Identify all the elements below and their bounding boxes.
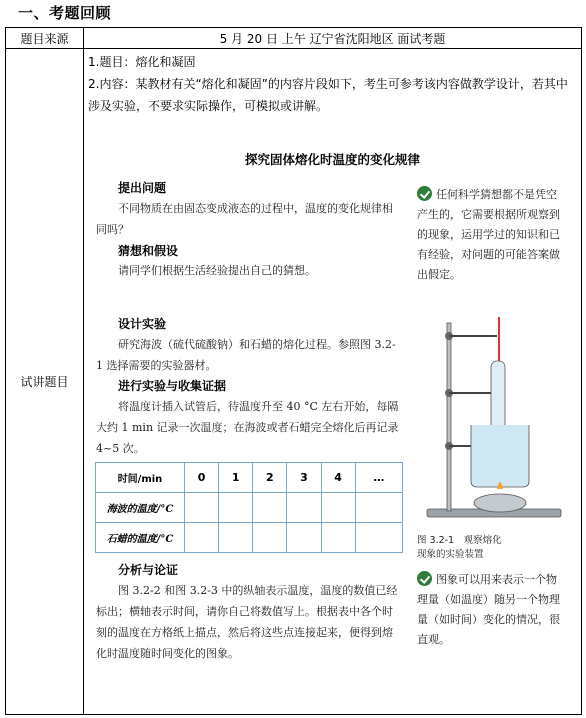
data-table-col: 3 (287, 463, 321, 493)
content-cell (84, 49, 582, 715)
data-table-col: 2 (253, 463, 287, 493)
text-ask-question: 不同物质在由固态变成液态的过程中，温度的变化规律相同吗？ (96, 202, 393, 236)
beaker (471, 425, 529, 487)
data-table-header-row (96, 463, 403, 493)
header-row (6, 28, 582, 49)
intro-text (88, 51, 577, 117)
stand-pole (447, 323, 451, 511)
side-note-graph (417, 570, 567, 650)
data-table-row-head: 海波的温度/°C (96, 493, 185, 523)
heading-analysis: 分析与论证 (118, 563, 179, 577)
data-table-col: … (355, 463, 402, 493)
side-note-1-text: 任何科学猜想都不是凭空产生的，它需要根据所观察到的现象，运用学过的知识和已有经验，对问题的可能答案做出假定。 (417, 188, 560, 281)
figure-caption: 图 3.2-1 观察熔化现象的实验装置 (417, 535, 502, 560)
heading-ask-question: 提出问题 (118, 181, 167, 195)
text-conduct-experiment: 将温度计插入试管后，待温度升至 40 °C 左右开始，每隔大约 1 min 记录一次温度；在海波或者石蜡完全熔化后再记录 4~5 次。 (96, 400, 399, 455)
leaf-check-icon (417, 571, 432, 586)
data-table-col: 4 (321, 463, 355, 493)
text-design-experiment: 研究海波（硫代硫酸钠）和石蜡的熔化过程。参照图 3.2-1 选择需要的实验器材。 (96, 338, 396, 372)
side-note-2-text: 图象可以用来表示一个物理量（如温度）随另一个物理量（如时间）变化的情况，很直观。 (417, 573, 560, 646)
data-table-row (96, 523, 403, 553)
header-source-label: 题目来源 (6, 28, 84, 49)
data-table-time-head: 时间/min (96, 463, 185, 493)
section-title: 一、考题回顾 (18, 4, 112, 22)
experiment-apparatus-figure (419, 313, 569, 523)
exam-table (5, 27, 582, 715)
intro-line-2: 2.内容：某教材有关“熔化和凝固”的内容片段如下，考生可参考该内容做教学设计，若其中涉及实验，不要求实际操作，可模拟或讲解。 (88, 77, 568, 113)
heading-hypothesis: 猜想和假设 (118, 244, 179, 258)
data-table-row-head: 石蜡的温度/°C (96, 523, 185, 553)
data-table-col: 1 (219, 463, 253, 493)
row-label: 试讲题目 (6, 49, 84, 715)
heading-conduct-experiment: 进行实验与收集证据 (118, 379, 227, 393)
data-table (95, 462, 403, 553)
leaf-check-icon (417, 186, 432, 201)
alcohol-lamp (474, 494, 526, 512)
side-note-hypothesis (417, 185, 567, 285)
text-analysis: 图 3.2-2 和图 3.2-3 中的纵轴表示温度，温度的数值已经标出；横轴表示时间，请你自己将数值写上。根据表中各个时刻的温度在方格纸上描点，然后将这些点连接起来，便得到熔化时温度随时间变化的图象。 (96, 584, 398, 660)
intro-line-1: 1.题目：熔化和凝固 (88, 55, 196, 69)
data-table-col: 0 (185, 463, 219, 493)
heading-design-experiment: 设计实验 (118, 317, 167, 331)
header-source-value: 5 月 20 日 上午 辽宁省沈阳地区 面试考题 (84, 28, 582, 49)
data-table-row (96, 493, 403, 523)
text-hypothesis: 请同学们根据生活经验提出自己的猜想。 (118, 264, 316, 277)
textbook-title: 探究固体熔化时温度的变化规律 (244, 152, 420, 167)
